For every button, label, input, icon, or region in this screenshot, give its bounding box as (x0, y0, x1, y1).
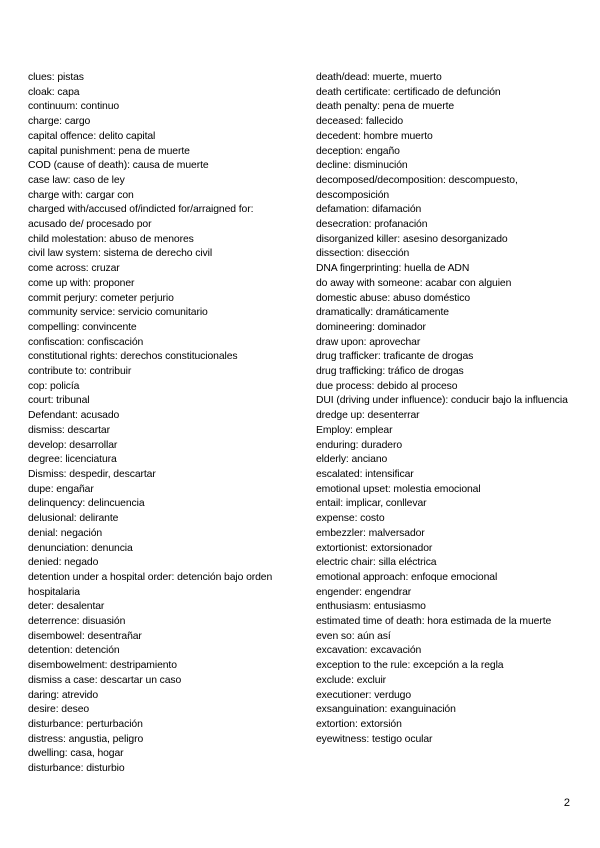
glossary-entry: death certificate: certificado de defunción (316, 86, 501, 98)
glossary-entry: emotional approach: enfoque emocional (316, 571, 498, 583)
glossary-entry: death penalty: pena de muerte (316, 101, 455, 113)
glossary-entry: emotional upset: molestia emocional (316, 483, 481, 495)
glossary-entry: Defendant: acusado (28, 410, 120, 422)
glossary-entry: compelling: convincente (28, 321, 137, 333)
glossary-entry: enduring: duradero (316, 439, 403, 451)
glossary-entry: dismiss a case: descartar un caso (28, 674, 182, 686)
glossary-entry: desecration: profanación (316, 219, 428, 231)
glossary-entry: do away with someone: acabar con alguien (316, 277, 512, 289)
glossary-entry: distress: angustia, peligro (28, 733, 144, 745)
glossary-entry: civil law system: sistema de derecho civil (28, 248, 213, 260)
glossary-right-column (316, 71, 574, 747)
glossary-entry: eyewitness: testigo ocular (316, 733, 433, 745)
glossary-entry: deterrence: disuasión (28, 616, 126, 628)
glossary-entry: expense: costo (316, 513, 385, 525)
glossary-entry: child molestation: abuso de menores (28, 233, 194, 245)
glossary-entry: domineering: dominador (316, 321, 426, 333)
glossary-entry: DNA fingerprinting: huella de ADN (316, 263, 470, 275)
glossary-entry: dissection: disección (316, 248, 410, 260)
glossary-entry: estimated time of death: hora estimada de la muerte (316, 616, 552, 628)
glossary-entry: degree: licenciatura (28, 454, 117, 466)
glossary-entry: clues: pistas (28, 72, 84, 83)
glossary-entry: exsanguination: exanguinación (316, 704, 456, 716)
glossary-entry: desire: deseo (28, 704, 90, 716)
glossary-entry: defamation: difamación (316, 204, 422, 216)
glossary-entry: continuum: continuo (28, 101, 120, 113)
glossary-entry: confiscation: confiscación (28, 336, 144, 348)
glossary-entry: dwelling: casa, hogar (28, 748, 124, 760)
glossary-left-column (28, 71, 290, 777)
glossary-entry: constitutional rights: derechos constitucionales (28, 351, 238, 363)
glossary-entry: come across: cruzar (28, 263, 120, 275)
glossary-entry: excavation: excavación (316, 645, 422, 657)
glossary-entry: commit perjury: cometer perjurio (28, 292, 174, 304)
glossary-entry: extortion: extorsión (316, 718, 402, 730)
glossary-entry: disturbance: perturbación (28, 718, 143, 730)
glossary-entry: dupe: engañar (28, 483, 94, 495)
glossary-entry: court: tribunal (28, 395, 90, 407)
glossary-entry: Employ: emplear (316, 424, 393, 436)
glossary-entry: decomposed/decomposition: descompuesto, descomposición (316, 174, 518, 201)
glossary-entry: COD (cause of death): causa de muerte (28, 160, 209, 172)
glossary-entry: elderly: anciano (316, 454, 388, 466)
glossary-entry: denied: negado (28, 557, 99, 569)
glossary-entry: escalated: intensificar (316, 468, 414, 480)
glossary-entry: death/dead: muerte, muerto (316, 72, 442, 83)
glossary-entry: charge with: cargar con (28, 189, 134, 201)
glossary-entry: dramatically: dramáticamente (316, 307, 449, 319)
glossary-entry: deter: desalentar (28, 601, 105, 613)
glossary-entry: disturbance: disturbio (28, 763, 125, 775)
glossary-entry: exception to the rule: excepción a la regla (316, 660, 504, 672)
glossary-entry: due process: debido al proceso (316, 380, 458, 392)
glossary-entry: develop: desarrollar (28, 439, 118, 451)
glossary-entry: deception: engaño (316, 145, 400, 157)
glossary-entry: come up with: proponer (28, 277, 135, 289)
glossary-entry: exclude: excluir (316, 674, 387, 686)
glossary-entry: even so: aún así (316, 630, 391, 642)
glossary-entry: disembowelment: destripamiento (28, 660, 177, 672)
glossary-entry: charge: cargo (28, 116, 91, 128)
glossary-entry: decline: disminución (316, 160, 408, 172)
glossary-entry: enthusiasm: entusiasmo (316, 601, 426, 613)
glossary-entry: detention under a hospital order: detención bajo orden hospitalaria (28, 571, 273, 598)
glossary-entry: domestic abuse: abuso doméstico (316, 292, 471, 304)
glossary-entry: disembowel: desentrañar (28, 630, 142, 642)
glossary-entry: capital punishment: pena de muerte (28, 145, 190, 157)
glossary-entry: cloak: capa (28, 86, 80, 98)
glossary-entry: DUI (driving under influence): conducir bajo la influencia (316, 395, 568, 407)
glossary-entry: executioner: verdugo (316, 689, 412, 701)
glossary-entry: drug trafficker: traficante de drogas (316, 351, 474, 363)
glossary-entry: Dismiss: despedir, descartar (28, 468, 156, 480)
glossary-entry: daring: atrevido (28, 689, 99, 701)
glossary-entry: draw upon: aprovechar (316, 336, 421, 348)
page-number: 2 (563, 797, 570, 809)
glossary-entry: engender: engendrar (316, 586, 412, 598)
glossary-entry: dredge up: desenterrar (316, 410, 420, 422)
glossary-entry: charged with/accused of/indicted for/arraigned for: acusado de/ procesado por (28, 204, 254, 231)
glossary-entry: contribute to: contribuir (28, 366, 132, 378)
glossary-entry: delusional: delirante (28, 513, 119, 525)
glossary-entry: electric chair: silla eléctrica (316, 557, 437, 569)
glossary-entry: denunciation: denuncia (28, 542, 133, 554)
glossary-entry: deceased: fallecido (316, 116, 404, 128)
glossary-entry: community service: servicio comunitario (28, 307, 208, 319)
glossary-entry: dismiss: descartar (28, 424, 110, 436)
glossary-entry: decedent: hombre muerto (316, 130, 433, 142)
glossary-entry: detention: detención (28, 645, 120, 657)
glossary-entry: disorganized killer: asesino desorganizado (316, 233, 508, 245)
glossary-entry: entail: implicar, conllevar (316, 498, 427, 510)
glossary-entry: cop: policía (28, 380, 80, 392)
glossary-entry: extortionist: extorsionador (316, 542, 433, 554)
glossary-entry: capital offence: delito capital (28, 130, 156, 142)
glossary-entry: case law: caso de ley (28, 174, 125, 186)
glossary-entry: drug trafficking: tráfico de drogas (316, 366, 464, 378)
glossary-entry: delinquency: delincuencia (28, 498, 145, 510)
glossary-entry: embezzler: malversador (316, 527, 425, 539)
glossary-entry: denial: negación (28, 527, 103, 539)
